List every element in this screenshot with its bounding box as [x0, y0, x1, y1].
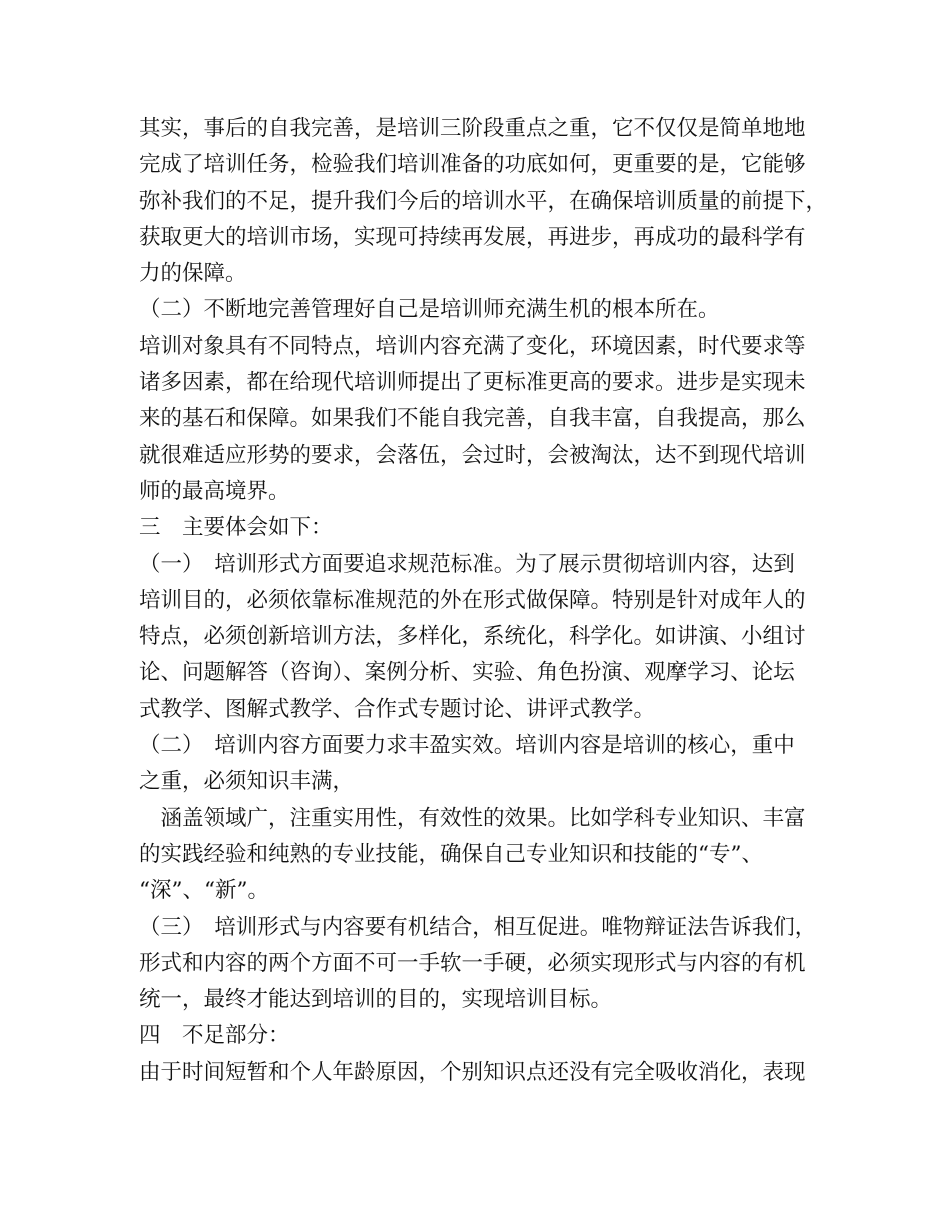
text-line: 来的基石和保障。如果我们不能自我完善，自我丰富，自我提高，那么	[139, 406, 806, 432]
section-heading: 三 主要体会如下：	[139, 515, 333, 541]
text-line: 之重，必须知识丰满，	[139, 769, 355, 795]
text-line: 弥补我们的不足，提升我们今后的培训水平，在确保培训质量的前提下，	[139, 188, 828, 214]
text-line: 特点，必须创新培训方法，多样化，系统化，科学化。如讲演、小组讨	[139, 624, 806, 650]
text-line: 式教学、图解式教学、合作式专题讨论、讲评式教学。	[139, 696, 656, 722]
text-line: （二） 培训内容方面要力求丰盈实效。培训内容是培训的核心，重中	[139, 733, 795, 759]
text-line: 力的保障。	[139, 261, 247, 287]
text-line: 由于时间短暂和个人年龄原因，个别知识点还没有完全吸收消化，表现	[139, 1059, 806, 1085]
text-line: 其实，事后的自我完善，是培训三阶段重点之重，它不仅仅是简单地地	[139, 116, 806, 141]
text-line: （一） 培训形式方面要追求规范标准。为了展示贯彻培训内容，达到	[139, 551, 795, 577]
text-line: 的实践经验和纯熟的专业技能，确保自己专业知识和技能的“专”、	[139, 841, 763, 867]
text-line: 诸多因素，都在给现代培训师提出了更标准更高的要求。进步是实现未	[139, 370, 806, 396]
text-line: 统一，最终才能达到培训的目的，实现培训目标。	[139, 987, 613, 1013]
text-line: 师的最高境界。	[139, 478, 290, 504]
document-body	[139, 111, 829, 1091]
text-line: 培训目的，必须依靠标准规范的外在形式做保障。特别是针对成年人的	[139, 587, 806, 613]
text-line: 涵盖领域广，注重实用性，有效性的效果。比如学科专业知识、丰富	[139, 805, 806, 831]
section-heading: 四 不足部分：	[139, 1023, 290, 1049]
text-line: 培训对象具有不同特点，培训内容充满了变化，环境因素，时代要求等	[139, 333, 806, 359]
text-line: 就很难适应形势的要求，会落伍，会过时，会被淘汰，达不到现代培训	[139, 442, 806, 468]
text-line: 论、问题解答（咨询）、案例分析、实验、角色扮演、观摩学习、论坛	[139, 660, 795, 686]
text-line: 获取更大的培训市场，实现可持续再发展，再进步，再成功的最科学有	[139, 224, 806, 250]
text-line: （三） 培训形式与内容要有机结合，相互促进。唯物辩证法告诉我们，	[139, 914, 817, 940]
section-heading: （二）不断地完善管理好自己是培训师充满生机的根本所在。	[139, 297, 720, 323]
text-line: “深”、“新”。	[139, 878, 269, 904]
text-line: 完成了培训任务，检验我们培训准备的功底如何，更重要的是，它能够	[139, 152, 806, 178]
text-line: 形式和内容的两个方面不可一手软一手硬，必须实现形式与内容的有机	[139, 950, 806, 976]
